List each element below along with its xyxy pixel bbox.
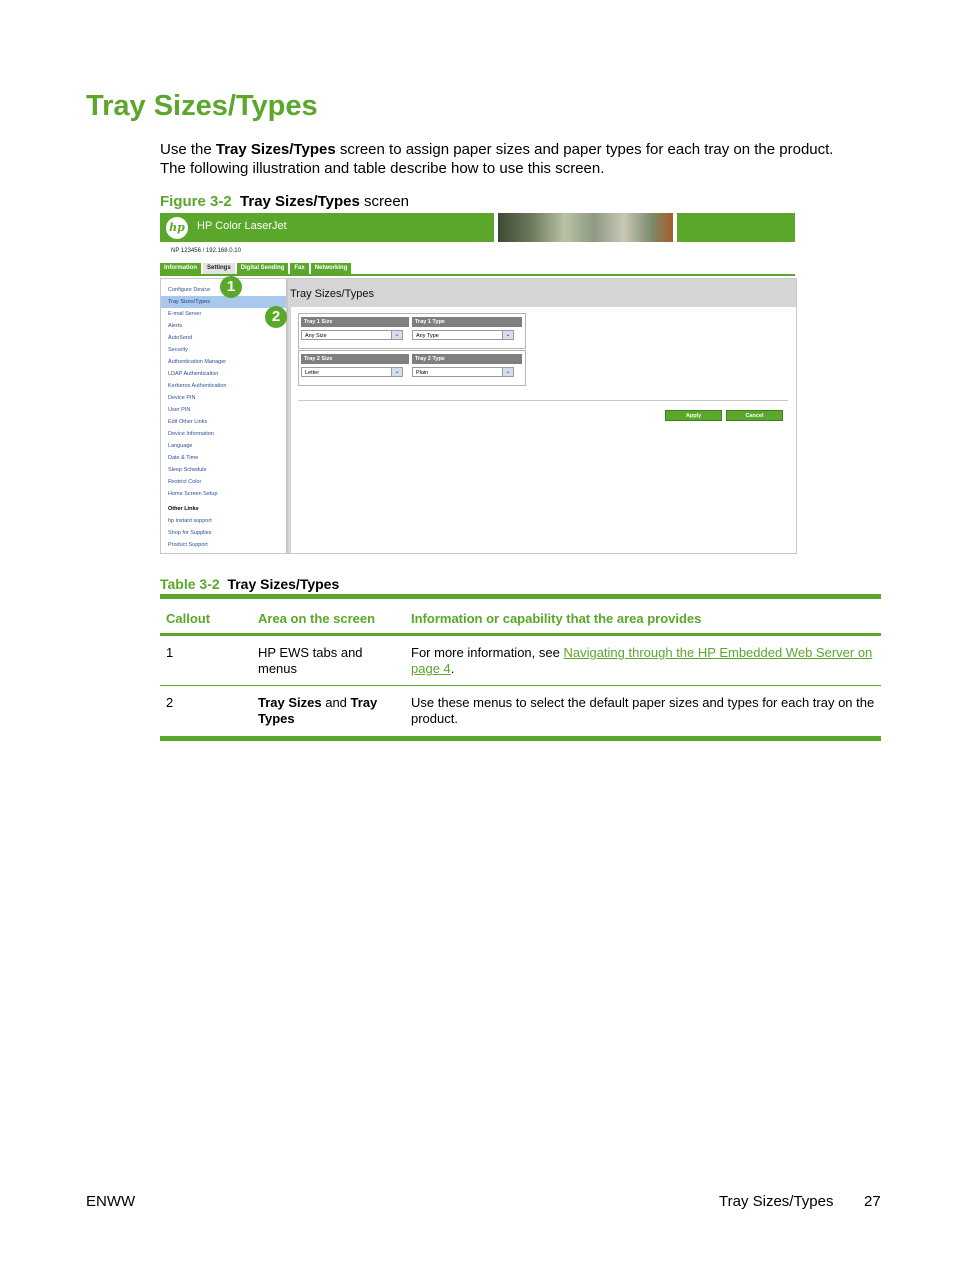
sidebar-item-tray-sizes-types[interactable]: Tray Sizes/Types [161,296,286,308]
other-links-heading: Other Links [168,506,199,512]
figure-caption: Figure 3-2 Tray Sizes/Types screen [160,193,410,210]
callout-table [160,594,881,741]
sidebar-item-language[interactable]: Language [168,443,193,449]
header-photo [498,213,673,242]
ews-screen-title: Tray Sizes/Types [290,288,374,300]
tray-1-type-label: Tray 1 Type [412,317,522,327]
callout-2-badge: 2 [265,306,287,328]
tab-underline [160,274,795,276]
footer-page-number: 27 [864,1193,881,1210]
ews-left-scroll-strip [288,307,291,553]
sidebar-item-sleep-schedule[interactable]: Sleep Schedule [168,467,207,473]
tab-digital-sending[interactable]: Digital Sending [237,263,289,274]
tray-2-type-label: Tray 2 Type [412,354,522,364]
column-header-area: Area on the screen [252,597,405,635]
sidebar-link-shop-for-supplies[interactable]: Shop for Supplies [168,530,212,536]
row-2-callout: 2 [160,686,252,739]
sidebar-item-date-time[interactable]: Date & Time [168,455,199,461]
column-header-callout: Callout [160,597,252,635]
tray-2-size-label: Tray 2 Size [301,354,409,364]
row-2-area: Tray Sizes and Tray Types [252,686,405,739]
tab-settings[interactable]: Settings [203,263,235,274]
ews-tab-bar [160,263,351,274]
intro-line-2: The following illustration and table describe how to use this screen. [160,160,605,177]
row-1-callout: 1 [166,645,174,660]
ews-screen-titlebar [288,279,796,307]
table-caption: Table 3-2 Tray Sizes/Types [160,576,340,592]
sidebar-item-device-information[interactable]: Device Information [168,431,214,437]
ews-header-bar [160,213,494,242]
chevron-down-icon: ⌄ [502,331,513,339]
tray-1-size-select[interactable]: Any Size ⌄ [301,330,403,340]
row-2-info: Use these menus to select the default paper sizes and types for each tray on the product. [405,686,881,739]
ews-product-name: HP Color LaserJet [197,220,287,232]
chevron-down-icon: ⌄ [391,368,402,376]
table-row [160,686,881,739]
apply-button[interactable]: Apply [665,410,722,421]
figure-label: Figure 3-2 [160,193,232,210]
table-row [160,635,881,686]
table-label: Table 3-2 [160,576,220,592]
tray-2-group [298,350,526,386]
ews-main-panel [287,278,797,554]
intro-line-1: Use the Tray Sizes/Types screen to assign paper sizes and paper types for each tray on the product. [160,141,834,158]
sidebar-item-configure-device[interactable]: Configure Device [168,287,211,293]
sidebar-item-edit-other-links[interactable]: Edit Other Links [168,419,208,425]
tray-2-size-select[interactable]: Letter ⌄ [301,367,403,377]
sidebar-item-authentication-manager[interactable]: Authentication Manager [168,359,227,365]
cancel-button[interactable]: Cancel [726,410,783,421]
ews-navigation-link[interactable]: Navigating through the HP Embedded Web Server on page 4 [411,645,873,676]
tray-1-type-select[interactable]: Any Type ⌄ [412,330,514,340]
sidebar-item-device-pin[interactable]: Device PIN [168,395,196,401]
callout-1-badge: 1 [220,276,242,298]
sidebar-item-email-server[interactable]: E-mail Server [168,311,202,317]
sidebar-item-ldap-authentication[interactable]: LDAP Authentication [168,371,219,377]
sidebar-link-product-support[interactable]: Product Support [168,542,208,548]
chevron-down-icon: ⌄ [391,331,402,339]
sidebar-link-hp-instant-support[interactable]: hp instant support [168,518,212,524]
sidebar-item-home-screen-setup[interactable]: Home Screen Setup [168,491,218,497]
tray-1-group [298,313,526,349]
hp-logo-icon: hp [166,217,188,239]
chevron-down-icon: ⌄ [502,368,513,376]
sidebar-item-security[interactable]: Security [168,347,188,353]
tab-information[interactable]: Information [160,263,201,274]
sidebar-item-restrict-color[interactable]: Restrict Color [168,479,202,485]
footer-section: Tray Sizes/Types [719,1193,834,1210]
row-1-info: For more information, see Navigating through the HP Embedded Web Server on page 4. [411,645,873,676]
sidebar-item-kerberos-authentication[interactable]: Kerberos Authentication [168,383,227,389]
row-1-area: HP EWS tabs and menus [258,645,363,676]
tray-2-type-select[interactable]: Plain ⌄ [412,367,514,377]
tab-fax[interactable]: Fax [290,263,308,274]
sidebar-item-autosend[interactable]: AutoSend [168,335,193,341]
column-header-information: Information or capability that the area provides [405,597,881,635]
tab-networking[interactable]: Networking [311,263,352,274]
ews-header-bar-right [677,213,795,242]
ews-device-address: NP 123456 / 192.168.0.10 [171,248,241,254]
tray-1-size-label: Tray 1 Size [301,317,409,327]
page-title: Tray Sizes/Types [86,90,318,122]
sidebar-item-alerts[interactable]: Alerts [168,323,183,329]
sidebar-item-user-pin[interactable]: User PIN [168,407,191,413]
divider [298,400,788,401]
footer-left: ENWW [86,1193,136,1210]
